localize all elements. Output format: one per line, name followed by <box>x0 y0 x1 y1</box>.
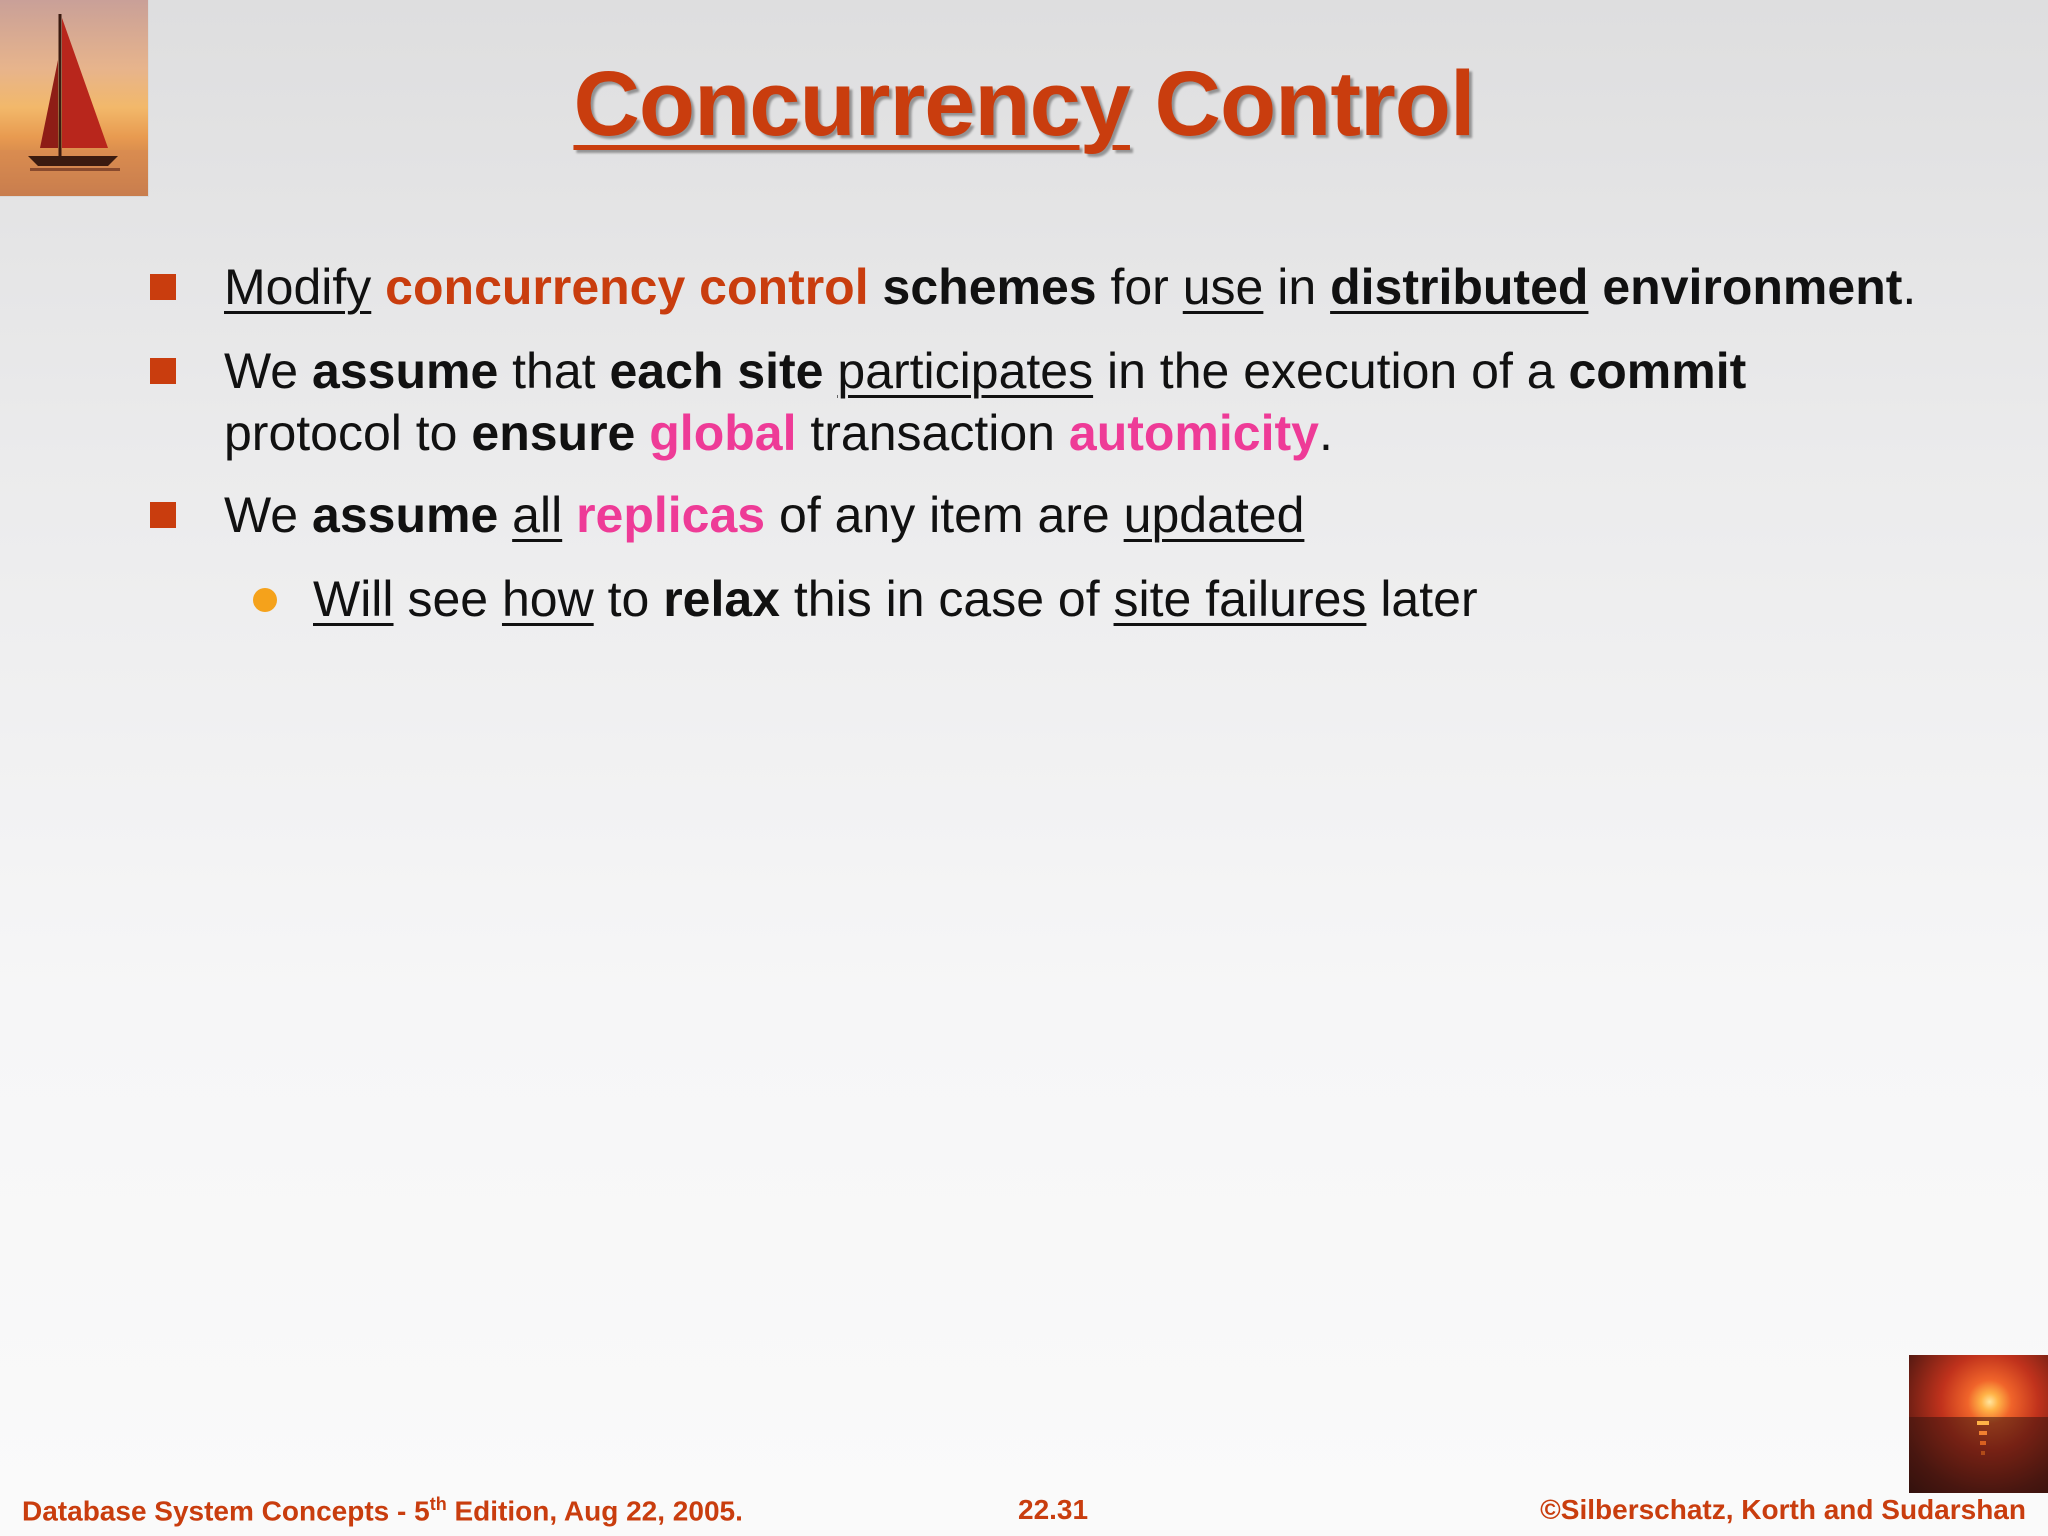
text-assume: assume <box>312 487 499 543</box>
text-transaction: transaction <box>810 405 1055 461</box>
round-bullet-icon <box>253 588 277 612</box>
text-we: We <box>224 487 299 543</box>
text-relax: relax <box>663 571 780 627</box>
text-will: Will <box>313 571 394 627</box>
text-each-site: each site <box>609 343 824 399</box>
text-for: for <box>1110 259 1169 315</box>
sub-bullet-1 <box>313 568 1993 630</box>
sunset-logo <box>1909 1355 2048 1493</box>
text-schemes: schemes <box>882 259 1097 315</box>
text-period: . <box>1318 405 1333 461</box>
sunset-icon <box>1909 1355 2048 1493</box>
text-in-the-execution: in the execution of a <box>1107 343 1555 399</box>
bullet-1 <box>224 256 1984 318</box>
text-that: that <box>512 343 596 399</box>
bullet-2 <box>224 340 1984 464</box>
footer-left-date: Edition, Aug 22, 2005. <box>446 1495 743 1527</box>
text-period: . <box>1902 259 1917 315</box>
text-we: We <box>224 343 299 399</box>
text-all: all <box>512 487 563 543</box>
text-ensure: ensure <box>471 405 636 461</box>
text-distributed: distributed <box>1330 259 1589 315</box>
text-participates: participates <box>837 343 1094 399</box>
text-commit: commit <box>1568 343 1747 399</box>
text-environment: environment <box>1602 259 1903 315</box>
bullet-3 <box>224 484 1984 546</box>
text-automicity: automicity <box>1068 405 1319 461</box>
text-in: in <box>1277 259 1317 315</box>
square-bullet-icon <box>150 502 176 528</box>
text-this-in-case: this in case of <box>793 571 1100 627</box>
text-how: how <box>501 571 594 627</box>
footer-slide-number: 22.31 <box>1018 1494 1089 1525</box>
square-bullet-icon <box>150 274 176 300</box>
text-concurrency-control: concurrency control <box>385 259 869 315</box>
footer-copyright: ©Silberschatz, Korth and Sudarshan <box>1540 1494 2026 1525</box>
footer-book-info <box>22 1494 743 1527</box>
text-modify: Modify <box>224 259 372 315</box>
text-to: to <box>607 571 650 627</box>
text-replicas: replicas <box>576 487 766 543</box>
text-global: global <box>649 405 797 461</box>
title-word-concurrency: Concurrency <box>573 53 1130 155</box>
text-site-failures: site failures <box>1113 571 1367 627</box>
text-later: later <box>1380 571 1478 627</box>
square-bullet-icon <box>150 358 176 384</box>
footer-left-sup: th <box>429 1494 447 1514</box>
text-use: use <box>1182 259 1264 315</box>
page-title <box>0 52 2048 157</box>
footer-left-text: Database System Concepts - 5 <box>22 1495 430 1527</box>
title-word-control: Control <box>1154 53 1475 155</box>
text-updated: updated <box>1123 487 1305 543</box>
text-of-any-item: of any item are <box>779 487 1110 543</box>
text-protocol-to: protocol to <box>224 405 458 461</box>
text-assume: assume <box>312 343 499 399</box>
text-see: see <box>407 571 489 627</box>
